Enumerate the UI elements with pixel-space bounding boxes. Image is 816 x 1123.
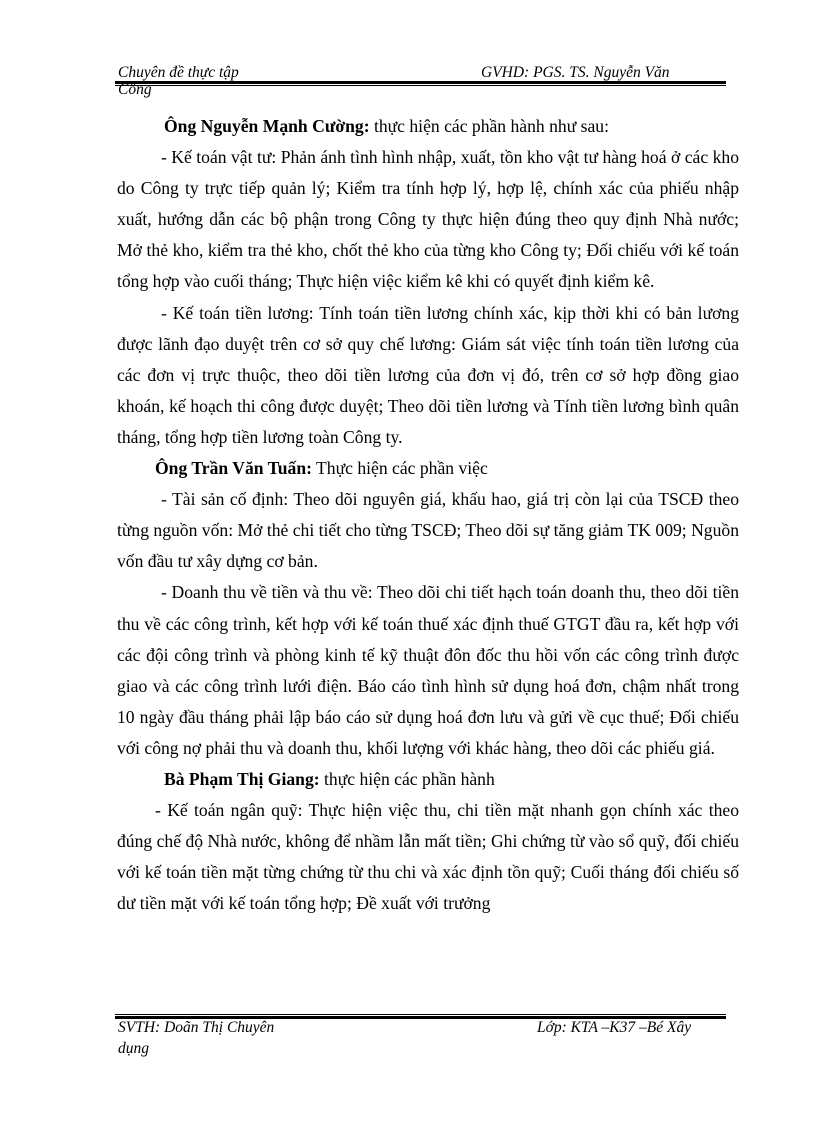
paragraph-revenue: - Doanh thu về tiền và thu về: Theo dõi chi tiết hạch toán doanh thu, theo dõi tiền thu về các công trình, kết hợp với kế toán thuế xác định thuế GTGT đầu ra, kết hợp với các đội công trình và phòng kinh tế kỹ thuật đôn đốc thu hồi vốn các công trình được giao và các công trình lưới điện. Báo cáo tình hình sử dụng hoá đơn, chậm nhất trong 10 ngày đầu tháng phải lập báo cáo sử dụng hoá đơn lưu và gửi về cục thuế; Đối chiếu với công nợ phải thu và doanh thu, khối lượng với khác hàng, theo dõi các phiếu giá. [117, 582, 739, 758]
paragraph-payroll-accounting: - Kế toán tiền lương: Tính toán tiền lương chính xác, kịp thời khi có bản lương được lãnh đạo duyệt trên cơ sở quy chế lương: Giám sát việc tính toán tiền lương của các đơn vị trực thuộc, theo dõi tiền lương của đơn vị đó, trên cơ sở hợp đồng giao khoán, kế hoạch thi công được duyệt; Theo dõi tiền lương và Tính tiền lương bình quân tháng, tổng hợp tiền lương toàn Công ty. [117, 302, 739, 447]
page-footer [115, 1018, 726, 1058]
section-intro: thực hiện các phần hành [319, 768, 495, 789]
header-supervisor-wrap: Công [118, 81, 152, 98]
section-intro: Thực hiện các phần việc [311, 458, 488, 479]
person-name: Ông Trần Văn Tuấn: [155, 458, 312, 479]
paragraph-inventory-accounting: - Kế toán vật tư: Phản ánh tình hình nhập, xuất, tồn kho vật tư hàng hoá ở các kho do Công ty trực tiếp quản lý; Kiểm tra tính hợp lý, hợp lệ, chính xác của phiếu nhập xuất, hướng dẫn các bộ phận trong Công ty thực hiện đúng theo quy định Nhà nước; Mở thẻ kho, kiểm tra thẻ kho, chốt thẻ kho của từng kho Công ty; Đối chiếu với kế toán tổng hợp vào cuối tháng; Thực hiện việc kiểm kê khi có quyết định kiểm kê. [117, 147, 739, 292]
section-heading-giang [117, 764, 739, 795]
section-heading-tuan [117, 453, 739, 484]
header-supervisor: GVHD: PGS. TS. Nguyễn Văn [481, 64, 670, 81]
paragraph-fixed-assets: - Tài sản cố định: Theo dõi nguyên giá, khấu hao, giá trị còn lại của TSCĐ theo từng nguồn vốn: Mở thẻ chi tiết cho từng TSCĐ; Theo dõi sự tăng giảm TK 009; Nguồn vốn đầu tư xây dựng cơ bản. [117, 489, 739, 572]
footer-class: Lớp: KTA –K37 –Bé Xây [537, 1019, 692, 1036]
header-rule [115, 81, 726, 86]
footer-student: SVTH: Doãn Thị Chuyên [118, 1019, 275, 1036]
section-heading-cuong [117, 111, 739, 142]
person-name: Ông Nguyễn Mạnh Cường: [164, 116, 370, 136]
person-name: Bà Phạm Thị Giang: [164, 768, 320, 789]
paragraph-cash-fund: - Kế toán ngân quỹ: Thực hiện việc thu, chi tiền mặt nhanh gọn chính xác theo đúng chế độ Nhà nước, không để nhầm lẫn mất tiền; Ghi chứng từ vào sổ quỹ, đối chiếu với kế toán tiền mặt từng chứng từ thu chi và xác định tồn quỹ; Cuối tháng đối chiếu số dư tiền mặt với kế toán tổng hợp; Đề xuất với trưởng [117, 800, 739, 914]
page-body [117, 111, 739, 919]
section-intro: thực hiện các phần hành như sau: [369, 116, 609, 136]
footer-class-wrap: dụng [118, 1040, 149, 1057]
header-topic: Chuyên đề thực tập [118, 64, 239, 81]
